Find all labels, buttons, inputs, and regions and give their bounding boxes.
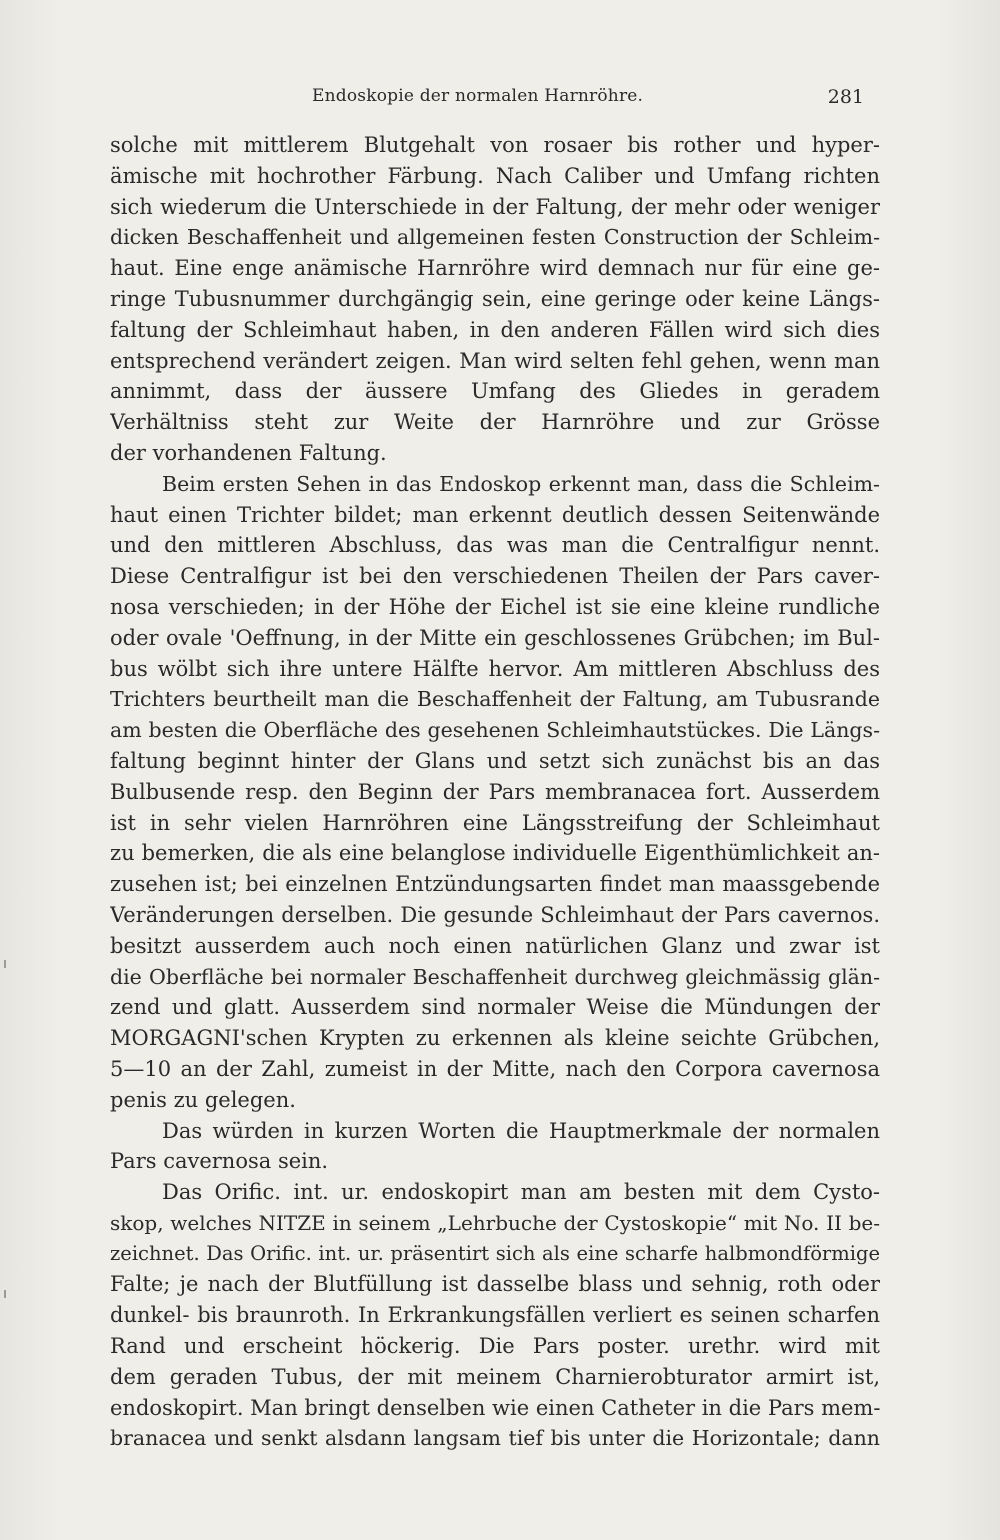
text-line: faltung beginnt hinter der Glans und setzt sich zunächst bis an das	[110, 748, 880, 773]
margin-mark	[4, 1290, 6, 1298]
text-line: zeichnet. Das Orific. int. ur. präsentirt sich als eine scharfe halbmondförmige	[110, 1241, 880, 1265]
text-line: nosa verschieden; in der Höhe der Eichel ist sie eine kleine rundliche	[110, 594, 880, 619]
margin-mark	[4, 960, 6, 968]
text-line: skop, welches NITZE in seinem „Lehrbuche der Cystoskopie“ mit No. II be-	[110, 1210, 880, 1235]
text-line: haut. Eine enge anämische Harnröhre wird demnach nur für eine ge-	[110, 256, 880, 281]
text-line: ringe Tubusnummer durchgängig sein, eine geringe oder keine Längs-	[110, 286, 880, 311]
text-line: Trichters beurtheilt man die Beschaffenheit der Faltung, am Tubusrande	[110, 687, 880, 712]
text-line: Bulbusende resp. den Beginn der Pars membranacea fort. Ausserdem	[110, 779, 880, 804]
page-header	[110, 86, 870, 114]
text-line: ämische mit hochrother Färbung. Nach Caliber und Umfang richten	[110, 163, 880, 188]
text-line: zend und glatt. Ausserdem sind normaler Weise die Mündungen der	[110, 995, 880, 1020]
text-line: 5—10 an der Zahl, zumeist in der Mitte, nach den Corpora cavernosa	[110, 1056, 880, 1081]
text-line: dunkel- bis braunroth. In Erkrankungsfällen verliert es seinen scharfen	[110, 1303, 880, 1328]
text-line: penis zu gelegen.	[110, 1087, 296, 1112]
text-line: und den mittleren Abschluss, das was man die Centralfigur nennt.	[110, 533, 880, 558]
page-number: 281	[827, 86, 864, 108]
text-line: Pars cavernosa sein.	[110, 1149, 329, 1174]
text-line: zusehen ist; bei einzelnen Entzündungsarten findet man maassgebende	[110, 872, 880, 897]
text-line: dicken Beschaffenheit und allgemeinen festen Construction der Schleim-	[110, 225, 880, 250]
text-line: sich wiederum die Unterschiede in der Faltung, der mehr oder weniger	[110, 194, 880, 219]
text-line: oder ovale 'Oeffnung, in der Mitte ein geschlossenes Grübchen; im Bul-	[110, 625, 880, 650]
text-line: solche mit mittlerem Blutgehalt von rosaer bis rother und hyper-	[110, 133, 880, 157]
text-line: Verhältniss steht zur Weite der Harnröhre und zur Grösse	[110, 410, 880, 435]
text-line: zu bemerken, die als eine belanglose individuelle Eigenthümlichkeit an-	[110, 841, 880, 866]
text-line: haut einen Trichter bildet; man erkennt deutlich dessen Seitenwände	[110, 502, 880, 527]
text-line: entsprechend verändert zeigen. Man wird selten fehl gehen, wenn man	[110, 348, 880, 373]
text-line: annimmt, dass der äussere Umfang des Gliedes in geradem	[110, 379, 880, 404]
text-line: Veränderungen derselben. Die gesunde Schleimhaut der Pars cavernos.	[110, 902, 880, 927]
text-line: ist in sehr vielen Harnröhren eine Längsstreifung der Schleimhaut	[110, 810, 880, 835]
text-line: am besten die Oberfläche des gesehenen Schleimhautstückes. Die Längs-	[110, 718, 880, 743]
text-line: Das würden in kurzen Worten die Hauptmerkmale der normalen	[162, 1118, 880, 1143]
text-line: besitzt ausserdem auch noch einen natürlichen Glanz und zwar ist	[110, 933, 880, 958]
text-line: der vorhandenen Faltung.	[110, 440, 387, 465]
text-line: Beim ersten Sehen in das Endoskop erkennt man, dass die Schleim-	[162, 471, 880, 496]
text-line: branacea und senkt alsdann langsam tief bis unter die Horizontale; dann	[110, 1426, 880, 1451]
text-line: Falte; je nach der Blutfüllung ist dasselbe blass und sehnig, roth oder	[110, 1272, 880, 1297]
text-line: Rand und erscheint höckerig. Die Pars poster. urethr. wird mit	[110, 1334, 880, 1359]
running-head: Endoskopie der normalen Harnröhre.	[312, 86, 644, 106]
text-line: Diese Centralfigur ist bei den verschiedenen Theilen der Pars caver-	[110, 564, 880, 589]
text-line: endoskopirt. Man bringt denselben wie einen Catheter in die Pars mem-	[110, 1395, 880, 1420]
text-line: dem geraden Tubus, der mit meinem Charnierobturator armirt ist,	[110, 1364, 880, 1389]
text-line: die Oberfläche bei normaler Beschaffenheit durchweg gleichmässig glän-	[110, 964, 880, 989]
text-line: MORGAGNI'schen Krypten zu erkennen als kleine seichte Grübchen,	[110, 1026, 880, 1051]
text-line: Das Orific. int. ur. endoskopirt man am besten mit dem Cysto-	[162, 1180, 880, 1205]
text-line: bus wölbt sich ihre untere Hälfte hervor. Am mittleren Abschluss des	[110, 656, 880, 681]
text-line: faltung der Schleimhaut haben, in den anderen Fällen wird sich dies	[110, 317, 880, 342]
body-text	[110, 130, 880, 1454]
